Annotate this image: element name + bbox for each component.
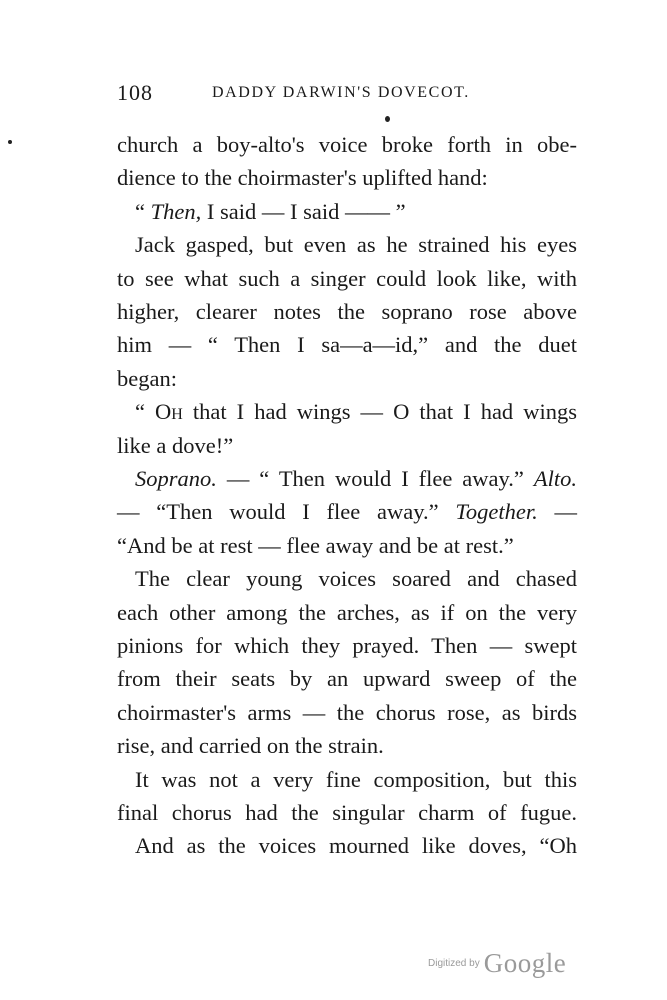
text-fragment: to see what such a singer could look like, with [117, 265, 577, 291]
text-line [117, 529, 577, 562]
text-fragment: Then, [150, 198, 202, 224]
text-fragment: that I had wings — O that I had wings [182, 399, 577, 425]
text-line [117, 629, 577, 662]
text-line [117, 495, 577, 528]
text-fragment: him — “ Then I sa—a—id,” and the duet [117, 332, 577, 358]
text-fragment: — “ Then would I flee away.” [216, 466, 534, 491]
text-line [117, 228, 577, 261]
text-line [117, 429, 577, 462]
text-fragment: — “Then would I flee away.” [117, 499, 456, 525]
text-fragment: dience to the choirmaster's uplifted hand: [117, 165, 488, 191]
text-fragment: higher, clearer notes the soprano rose above [117, 299, 577, 324]
running-title: DADDY DARWIN'S DOVECOT. [212, 84, 470, 101]
text-fragment: from their seats by an upward sweep of the [117, 666, 577, 692]
text-fragment: like a dove!” [117, 432, 234, 458]
text-fragment: began: [117, 365, 177, 391]
text-line [117, 796, 577, 829]
text-line [117, 596, 577, 629]
text-fragment: final chorus had the singular charm of fugue. [117, 800, 577, 825]
speck-mark [385, 116, 390, 122]
text-fragment: I said — I said —— ” [201, 198, 406, 224]
text-fragment: “ [135, 198, 151, 224]
text-line [117, 462, 577, 495]
text-fragment: Jack gasped, but even as he strained his eyes [135, 232, 577, 258]
text-line [117, 328, 577, 361]
text-line [117, 295, 577, 328]
watermark-prefix: Digitized by [428, 958, 480, 969]
page-header [117, 80, 577, 112]
text-fragment: each other among the arches, as if on the very [117, 599, 577, 625]
text-line [117, 763, 577, 796]
text-line [117, 662, 577, 695]
text-line [117, 128, 577, 161]
text-line [117, 395, 577, 428]
text-fragment: It was not a very fine composition, but this [135, 766, 577, 792]
text-line [117, 362, 577, 395]
text-fragment: Oh [155, 399, 183, 425]
google-watermark [428, 948, 566, 979]
text-line [117, 262, 577, 295]
speck-mark [8, 140, 12, 144]
text-fragment: rise, and carried on the strain. [117, 733, 384, 759]
text-fragment: choirmaster's arms — the chorus rose, as birds [117, 699, 577, 725]
text-line [117, 562, 577, 595]
text-line [117, 729, 577, 762]
text-fragment: “And be at rest — flee away and be at rest.” [117, 532, 514, 558]
text-fragment: Together. [455, 499, 538, 525]
page-number: 108 [117, 80, 153, 105]
text-fragment: Alto. [533, 466, 577, 491]
watermark-brand: Google [483, 948, 567, 978]
text-fragment: church a boy-alto's voice broke forth in obe- [117, 132, 577, 157]
text-fragment: Soprano. [135, 466, 217, 491]
text-line [117, 195, 577, 228]
text-fragment: The clear young voices soared and chased [135, 566, 577, 592]
text-line [117, 829, 577, 862]
text-fragment: — [537, 499, 577, 525]
text-fragment: pinions for which they prayed. Then — swept [117, 633, 577, 658]
text-fragment: And as the voices mourned like doves, “Oh [135, 833, 577, 859]
text-fragment: “ [135, 399, 156, 425]
text-line [117, 696, 577, 729]
text-line [117, 161, 577, 194]
